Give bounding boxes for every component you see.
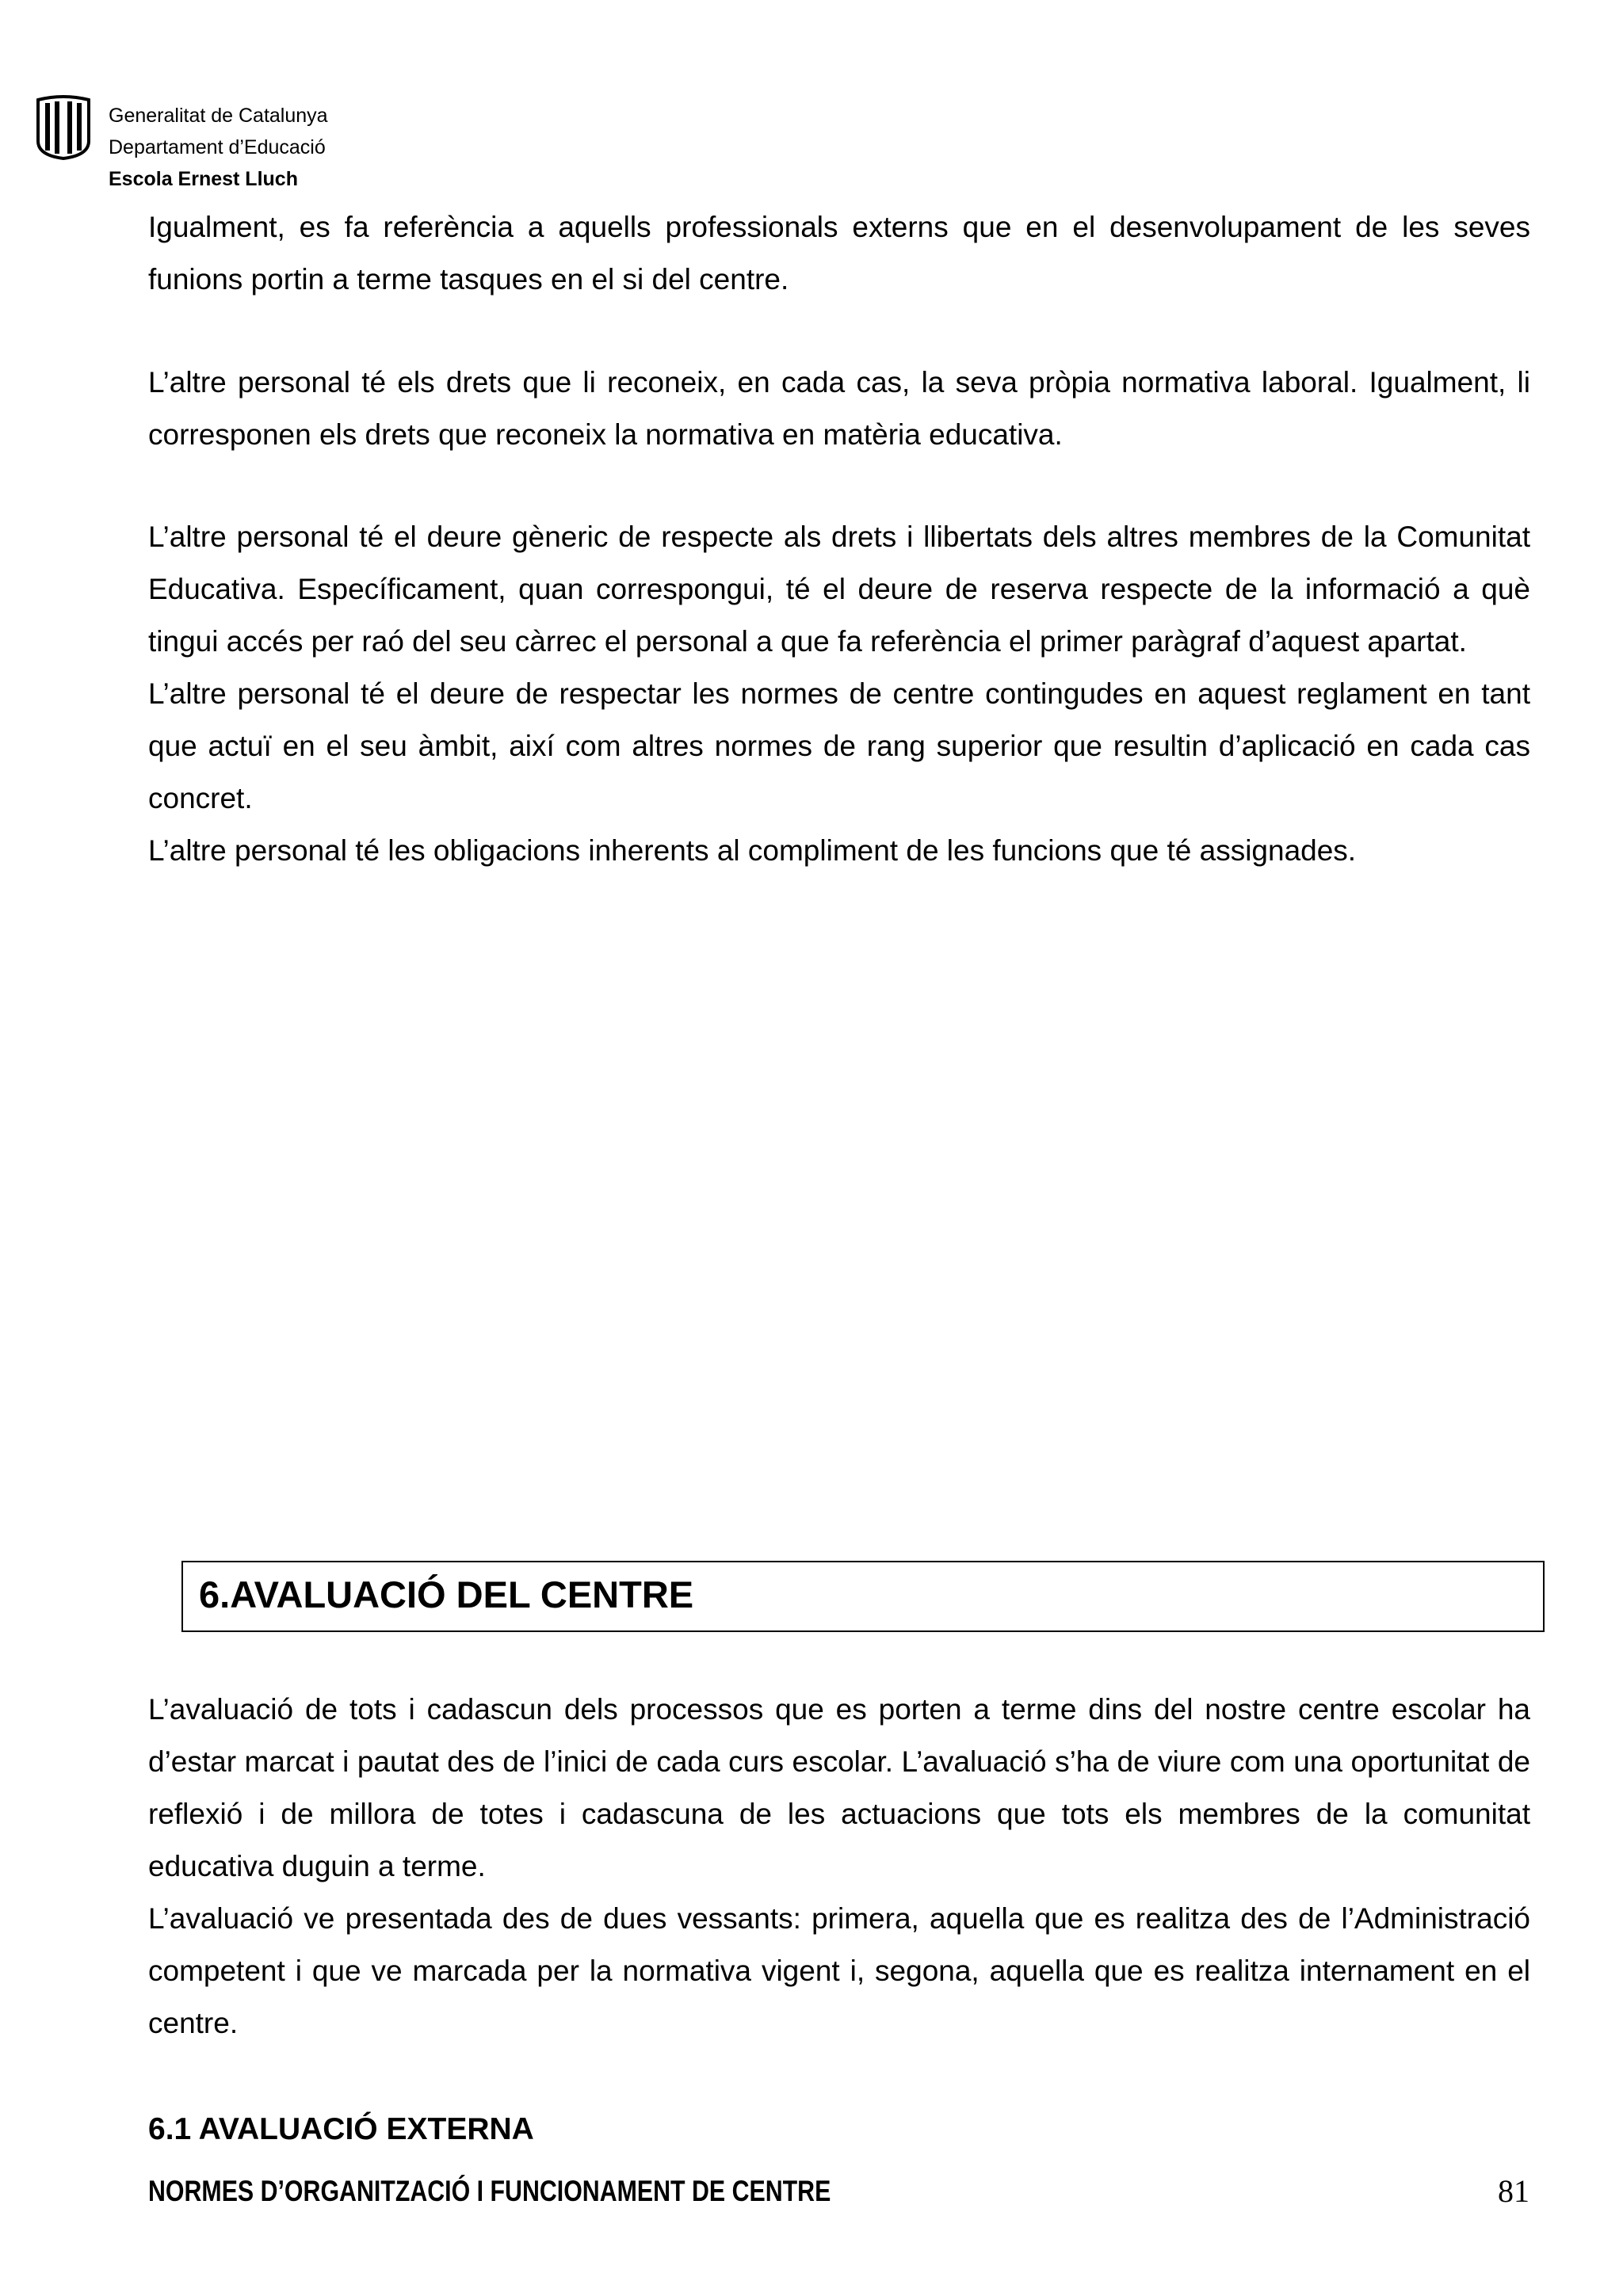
paragraph: L’altre personal té el deure de respectar les normes de centre contingudes en aquest reglament en tant que actuï en el seu àmbit, així com altres normes de rang superior que resultin d’aplicació en cada cas concret. [148, 677, 1530, 814]
text-block-rights [148, 357, 1530, 461]
subsection-heading: 6.1 AVALUACIÓ EXTERNA [148, 2112, 534, 2146]
paragraph: L’altre personal té el deure gèneric de respecte als drets i llibertats dels altres membres de la Comunitat Educativa. Específicament, quan correspongui, té el deure de reserva respecte de la informació a què tingui accés per raó del seu càrrec el personal a que fa referència el primer paràgraf d’aquest apartat. [148, 521, 1530, 658]
text-block-evaluation [148, 1684, 1530, 2050]
paragraph: L’avaluació de tots i cadascun dels processos que es porten a terme dins del nostre centre escolar ha d’estar marcat i pautat des de l’inici de cada curs escolar. L’avaluació s’ha de viure com una oportunitat de reflexió i de millora de totes i cadascuna de les actuacions que tots els membres de la comunitat educativa duguin a terme. [148, 1693, 1530, 1882]
page-number: 81 [1498, 2173, 1529, 2209]
paragraph: L’avaluació ve presentada des de dues vessants: primera, aquella que es realitza des de l’Administració competent i que ve marcada per la normativa vigent i, segona, aquella que es realitza internament en el centre. [148, 1902, 1530, 2039]
header-school: Escola Ernest Lluch [109, 168, 298, 190]
header-department: Departament d’Educació [109, 136, 326, 158]
generalitat-catalunya-logo-icon [35, 95, 92, 160]
footer-title: NORMES D’ORGANITZACIÓ I FUNCIONAMENT DE CENTRE [148, 2175, 831, 2207]
paragraph: L’altre personal té els drets que li reconeix, en cada cas, la seva pròpia normativa laboral. Igualment, li corresponen els drets que reconeix la normativa en matèria educativa. [148, 366, 1530, 451]
text-block-duties [148, 511, 1530, 877]
section-title: 6.AVALUACIÓ DEL CENTRE [199, 1573, 694, 1615]
paragraph: Igualment, es fa referència a aquells professionals externs que en el desenvolupament de les seves funions portin a terme tasques en el si del centre. [148, 211, 1530, 296]
paragraph: L’altre personal té les obligacions inherents al compliment de les funcions que té assignades. [148, 834, 1357, 867]
header-government: Generalitat de Catalunya [109, 105, 328, 127]
institution-header [109, 100, 328, 195]
text-block-professionals [148, 201, 1530, 306]
section-title-box [181, 1561, 1545, 1632]
